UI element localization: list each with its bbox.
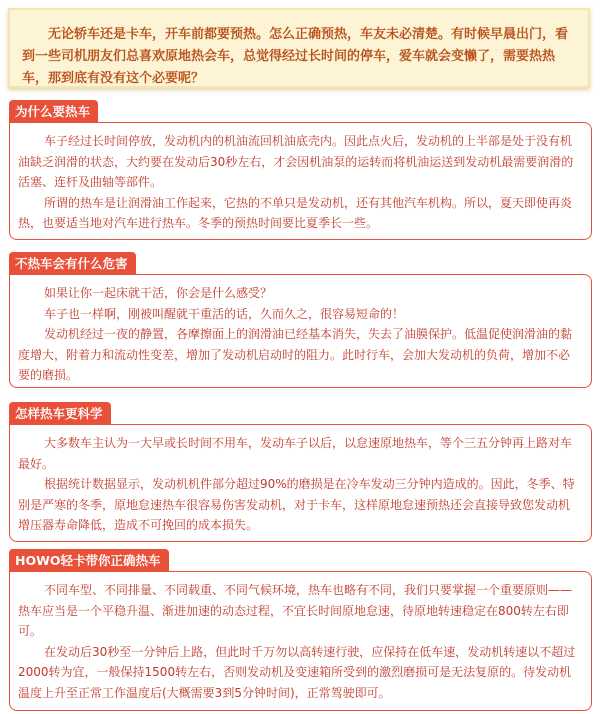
- section-body: [9, 424, 592, 542]
- paragraph: 所谓的热车是让润滑油工作起来，它热的不单只是发动机，还有其他汽车机构。所以，夏天即使再炎热，也要适当地对汽车进行热车。冬季的预热时间要比夏季长一些。: [18, 195, 573, 230]
- intro-box: [8, 8, 590, 88]
- intro-text: 无论轿车还是卡车，开车前都要预热。怎么正确预热，车友未必清楚。有时候早晨出门，看到一些司机朋友们总喜欢原地热会车，总觉得经过长时间的停车，爱车就会变懒了，需要热热车，那到底有没有这个必要呢？: [22, 27, 569, 86]
- section-heading: 不热车会有什么危害: [9, 252, 136, 276]
- section-heading: 怎样热车更科学: [9, 402, 111, 426]
- paragraph: 根据统计数据显示，发动机机件部分超过90%的磨损是在冷车发动三分钟内造成的。因此，冬季、特别是严寒的冬季，原地怠速热车很容易伤害发动机，对于卡车，这样原地怠速预热还会直接导致您发动机增压器寿命降低，造成不可挽回的成本损失。: [18, 477, 575, 532]
- section-heading: 为什么要热车: [9, 100, 98, 124]
- paragraph: 如果让你一起床就干活，你会是什么感受？: [44, 286, 273, 300]
- paragraph: 在发动后30秒至一分钟后上路，但此时千万勿以高转速行驶，应保持在低车速，发动机转速以不超过2000转为宜，一般保持1500转左右，否则发动机及变速箱所受到的激烈磨损可是无法复原的。待发动机温度上升至正常工作温度后(大概需要3到5分钟时间)，正常驾驶即可。: [18, 644, 576, 700]
- section-body: [9, 122, 592, 240]
- section-body: [9, 571, 592, 711]
- paragraph: 车子经过长时间停放，发动机内的机油流回机油底壳内。因此点火后，发动机的上半部是处于没有机油缺乏润滑的状态，大约要在发动后30秒左右，才会因机油泵的运转而将机油运送到发动机最需要润滑的活塞、连杆及曲轴等部件。: [18, 134, 574, 189]
- paragraph: 大多数车主认为一大早或长时间不用车，发动车子以后，以怠速原地热车，等个三五分钟再上路对车最好。: [18, 436, 573, 471]
- section-body: [9, 274, 592, 388]
- section-heading: HOWO轻卡带你正确热车: [9, 549, 169, 573]
- paragraph: 车子也一样啊，刚被叫醒就干重活的话，久而久之，很容易短命的！: [44, 306, 405, 321]
- paragraph: 不同车型、不同排量、不同载重、不同气候环境，热车也略有不同，我们只要掌握一个重要原则——热车应当是一个平稳升温、渐进加速的动态过程，不宜长时间原地怠速，待原地转速稳定在800转左右即可。: [18, 583, 573, 638]
- paragraph: 发动机经过一夜的静置，各摩擦面上的润滑油已经基本消失，失去了油膜保护。低温促使润滑油的黏度增大，附着力和流动性变差，增加了发动机启动时的阻力。此时行车，会加大发动机的负荷，增加不必要的磨损。: [18, 327, 573, 382]
